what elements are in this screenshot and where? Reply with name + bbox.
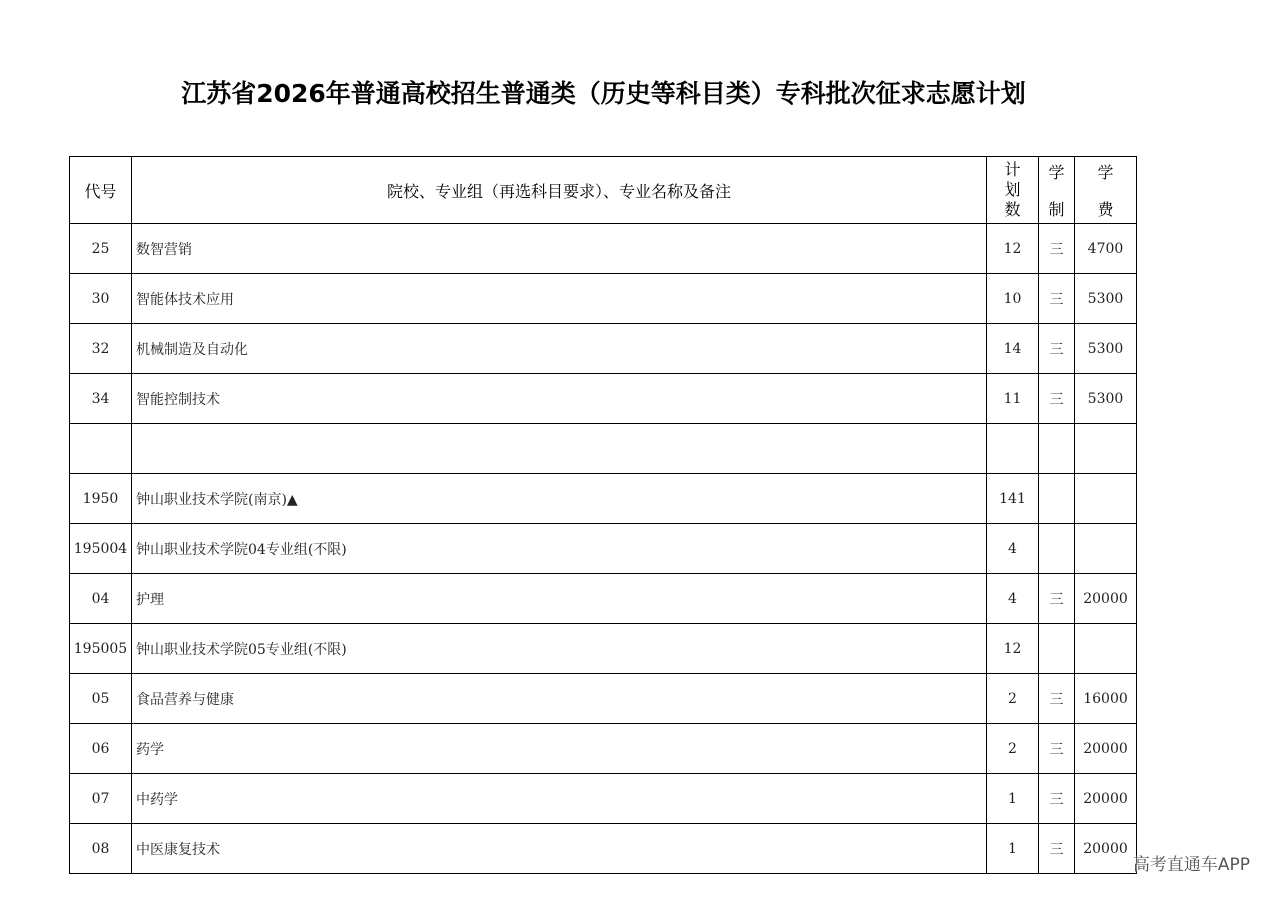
header-fee-char: 学 [1097, 163, 1114, 182]
cell-plan: 2 [987, 724, 1039, 774]
header-plan-char: 计 [1004, 160, 1021, 179]
table-row [70, 474, 1137, 524]
cell-plan: 11 [987, 374, 1039, 424]
cell-name: 钟山职业技术学院05专业组(不限) [132, 624, 987, 674]
cell-name: 智能控制技术 [132, 374, 987, 424]
cell-plan: 14 [987, 324, 1039, 374]
cell-fee: 5300 [1075, 374, 1137, 424]
cell-fee: 20000 [1075, 574, 1137, 624]
cell-years [1039, 524, 1075, 574]
table-row [70, 774, 1137, 824]
cell-code: 06 [70, 724, 132, 774]
table-row [70, 674, 1137, 724]
header-years-char: 学 [1048, 163, 1065, 182]
header-name: 院校、专业组（再选科目要求）、专业名称及备注 [132, 157, 987, 224]
table-row [70, 574, 1137, 624]
header-years-char: 制 [1048, 200, 1065, 219]
cell-plan: 2 [987, 674, 1039, 724]
cell-plan: 12 [987, 224, 1039, 274]
header-plan [987, 157, 1039, 224]
cell-plan: 10 [987, 274, 1039, 324]
cell-name: 机械制造及自动化 [132, 324, 987, 374]
cell-code: 04 [70, 574, 132, 624]
cell-fee: 20000 [1075, 724, 1137, 774]
cell-code: 05 [70, 674, 132, 724]
cell-years: 三 [1039, 724, 1075, 774]
table-row [70, 524, 1137, 574]
cell-code [70, 424, 132, 474]
cell-plan: 1 [987, 824, 1039, 874]
cell-years [1039, 474, 1075, 524]
cell-code: 07 [70, 774, 132, 824]
table-row [70, 224, 1137, 274]
table-row [70, 624, 1137, 674]
cell-fee [1075, 624, 1137, 674]
header-fee-char: 费 [1097, 200, 1114, 219]
header-plan-char: 划 [1004, 180, 1021, 199]
cell-code: 25 [70, 224, 132, 274]
table-row [70, 274, 1137, 324]
cell-name: 食品营养与健康 [132, 674, 987, 724]
cell-fee: 20000 [1075, 774, 1137, 824]
cell-name: 智能体技术应用 [132, 274, 987, 324]
cell-fee: 5300 [1075, 274, 1137, 324]
cell-fee: 4700 [1075, 224, 1137, 274]
cell-name [132, 424, 987, 474]
table-row [70, 324, 1137, 374]
cell-years: 三 [1039, 224, 1075, 274]
cell-name: 数智营销 [132, 224, 987, 274]
cell-name: 药学 [132, 724, 987, 774]
header-plan-char: 数 [1004, 200, 1021, 219]
cell-years: 三 [1039, 674, 1075, 724]
cell-code: 08 [70, 824, 132, 874]
watermark: 高考直通车APP [1132, 855, 1250, 875]
cell-code: 195005 [70, 624, 132, 674]
page-title: 江苏省2026年普通高校招生普通类（历史等科目类）专科批次征求志愿计划 [181, 79, 1026, 108]
cell-name: 中医康复技术 [132, 824, 987, 874]
cell-code: 34 [70, 374, 132, 424]
cell-name: 护理 [132, 574, 987, 624]
cell-years: 三 [1039, 774, 1075, 824]
cell-fee: 20000 [1075, 824, 1137, 874]
table-row [70, 374, 1137, 424]
cell-name: 钟山职业技术学院(南京)▲ [132, 474, 987, 524]
cell-years: 三 [1039, 324, 1075, 374]
cell-plan: 141 [987, 474, 1039, 524]
cell-plan [987, 424, 1039, 474]
cell-fee: 16000 [1075, 674, 1137, 724]
plan-table [69, 156, 1137, 874]
cell-years: 三 [1039, 574, 1075, 624]
cell-plan: 12 [987, 624, 1039, 674]
cell-years: 三 [1039, 374, 1075, 424]
cell-years: 三 [1039, 824, 1075, 874]
cell-years [1039, 424, 1075, 474]
cell-name: 中药学 [132, 774, 987, 824]
cell-code: 195004 [70, 524, 132, 574]
header-years [1039, 157, 1075, 224]
table-row [70, 724, 1137, 774]
table-body [70, 224, 1137, 874]
cell-code: 30 [70, 274, 132, 324]
cell-code: 1950 [70, 474, 132, 524]
cell-name: 钟山职业技术学院04专业组(不限) [132, 524, 987, 574]
cell-code: 32 [70, 324, 132, 374]
cell-plan: 1 [987, 774, 1039, 824]
table-header-row [70, 157, 1137, 224]
cell-plan: 4 [987, 524, 1039, 574]
cell-fee [1075, 524, 1137, 574]
cell-fee [1075, 474, 1137, 524]
table-row [70, 424, 1137, 474]
header-fee [1075, 157, 1137, 224]
header-code: 代号 [70, 157, 132, 224]
cell-years [1039, 624, 1075, 674]
table-row [70, 824, 1137, 874]
cell-plan: 4 [987, 574, 1039, 624]
cell-years: 三 [1039, 274, 1075, 324]
cell-fee [1075, 424, 1137, 474]
cell-fee: 5300 [1075, 324, 1137, 374]
